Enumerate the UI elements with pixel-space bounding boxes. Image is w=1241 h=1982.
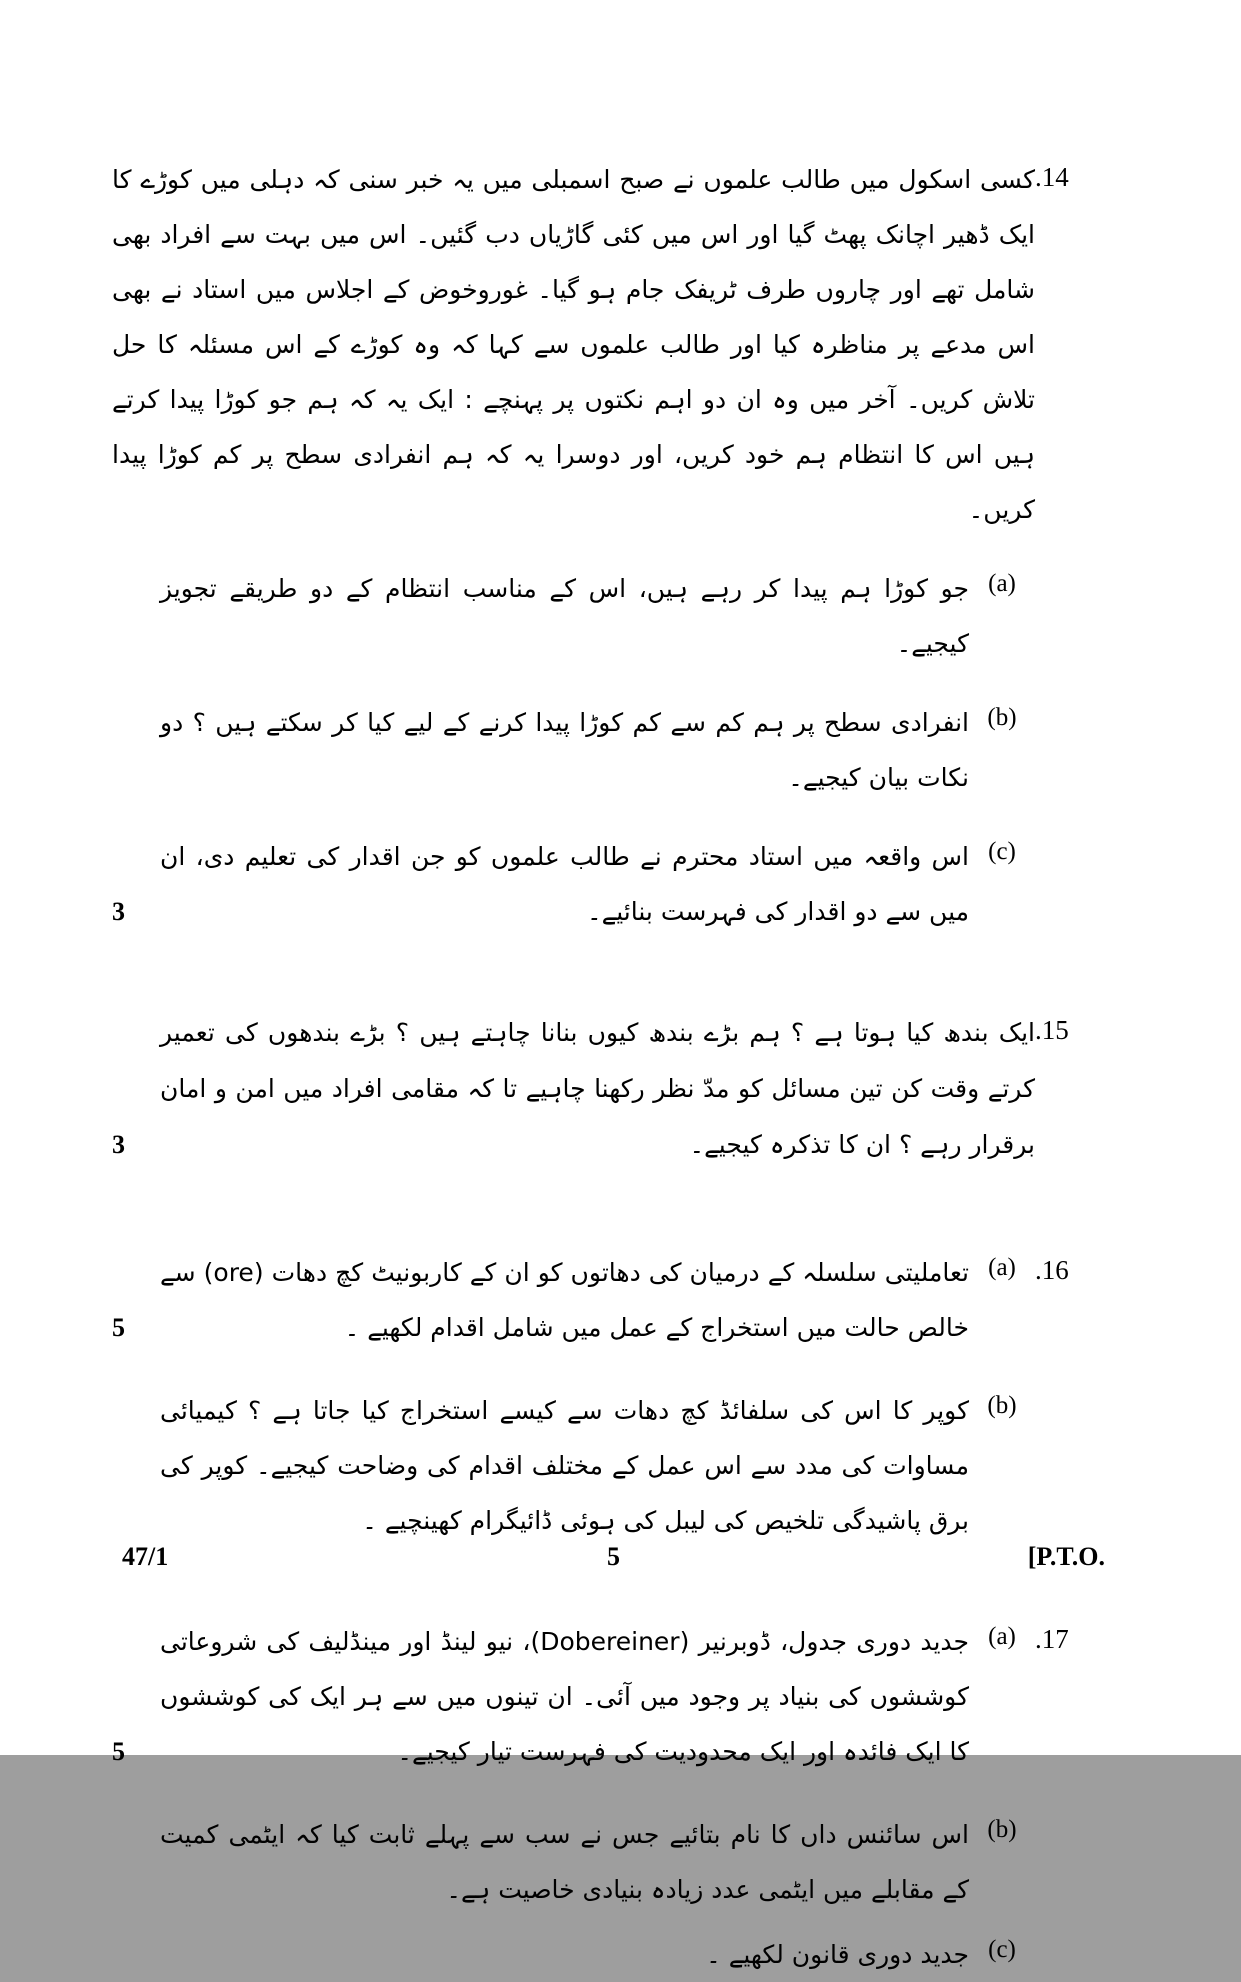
footer-paper-code: 47/1 [122, 1542, 169, 1571]
question-16-marks: 5 [112, 1313, 125, 1342]
question-16 [112, 1245, 1107, 1548]
question-14-number: 14. [1035, 162, 1069, 192]
part-a-label: (a) [988, 1623, 1016, 1650]
part-c-label: (c) [988, 1936, 1016, 1963]
question-16-part-a [112, 1245, 1035, 1355]
question-17-part-a [112, 1614, 1035, 1779]
question-15 [112, 1005, 1107, 1173]
question-14-intro: کسی اسکول میں طالب علموں نے صبح اسمبلی میں یہ خبر سنی کہ دہلی میں کوڑے کا ایک ڈھیر اچانک پھٹ گیا اور اس میں کئی گاڑیاں دب گئیں۔ اس میں بہت سے افراد بھی شامل تھے اور چاروں طرف ٹریفک جام ہو گیا۔ غوروخوض کے اجلاس میں استاد نے بھی اس مدعے پر مناظرہ کیا اور طالب علموں سے کہا کہ وہ کوڑے کے اس مسئلہ کا حل تلاش کریں۔ آخر میں وہ ان دو اہم نکتوں پر پہنچے : ایک یہ کہ ہم جو کوڑا پیدا کرتے ہیں اس کا انتظام ہم خود کریں، اور دوسرا یہ کہ ہم انفرادی سطح پر کم کوڑا پیدا کریں۔ [112, 165, 1035, 524]
question-17-marks: 5 [112, 1737, 125, 1766]
footer-pto: [P.T.O. [1027, 1542, 1105, 1571]
part-c-text: اس واقعہ میں استاد محترم نے طالب علموں کو جن اقدار کی تعلیم دی، ان میں سے دو اقدار کی فہرست بنائیے۔ [160, 842, 969, 926]
question-15-marks: 3 [112, 1130, 125, 1159]
question-16-number: 16. [1035, 1255, 1069, 1285]
part-a-text: جدید دوری جدول، ڈوبرنیر (Dobereiner)، نیو لینڈ اور مینڈلیف کی شروعاتی کوششوں کی بنیاد پر وجود میں آئی۔ ان تینوں میں سے ہر ایک کی کوششوں کا ایک فائدہ اور ایک محدودیت کی فہرست تیار کیجیے۔ [160, 1627, 969, 1766]
part-b-label: (b) [987, 704, 1017, 731]
part-b-label: (b) [987, 1392, 1017, 1419]
part-b-text: انفرادی سطح پر ہم کم سے کم کوڑا پیدا کرنے کے لیے کیا کر سکتے ہیں ؟ دو نکات بیان کیجیے۔ [160, 708, 969, 792]
part-b-text: اس سائنس داں کا نام بتائیے جس نے سب سے پہلے ثابت کیا کہ ایٹمی کمیت کے مقابلے میں ایٹمی عدد زیادہ بنیادی خاصیت ہے۔ [160, 1820, 969, 1904]
part-a-label: (a) [988, 1254, 1016, 1281]
question-17-part-b [112, 1807, 1035, 1917]
question-17 [112, 1614, 1107, 1982]
question-14-marks: 3 [112, 897, 125, 926]
part-a-text: جو کوڑا ہم پیدا کر رہے ہیں، اس کے مناسب انتظام کے دو طریقے تجویز کیجیے۔ [160, 574, 969, 658]
question-17-part-c [112, 1927, 1035, 1982]
questions-area [112, 152, 1107, 1982]
part-b-label: (b) [987, 1816, 1017, 1843]
question-14-part-c [112, 829, 1035, 939]
question-16-part-b [112, 1383, 1035, 1548]
part-c-label: (c) [988, 838, 1016, 865]
part-a-label: (a) [988, 570, 1016, 597]
question-14-part-b [112, 695, 1035, 805]
part-a-text: تعاملیتی سلسلہ کے درمیان کی دھاتوں کو ان کے کاربونیٹ کچ دھات (ore) سے خالص حالت میں استخراج کے عمل میں شامل اقدام لکھیے ۔ [160, 1258, 970, 1342]
question-15-number: 15. [1035, 1015, 1069, 1045]
question-14-part-a [112, 561, 1035, 671]
part-c-text: جدید دوری قانون لکھیے ۔ [706, 1940, 969, 1969]
question-14 [112, 152, 1107, 939]
question-17-number: 17. [1035, 1624, 1069, 1654]
question-15-text: ایک بندھ کیا ہوتا ہے ؟ ہم بڑے بندھ کیوں بنانا چاہتے ہیں ؟ بڑے بندھوں کی تعمیر کرتے وقت کن تین مسائل کو مدّ نظر رکھنا چاہیے تا کہ مقامی افراد میں امن و امان برقرار رہے ؟ ان کا تذکرہ کیجیے۔ [160, 1018, 1035, 1159]
footer-page-number: 5 [607, 1542, 620, 1571]
part-b-text: کوپر کا اس کی سلفائڈ کچ دھات سے کیسے استخراج کیا جاتا ہے ؟ کیمیائی مساوات کی مدد سے اس عمل کے مختلف اقدام کی وضاحت کیجیے۔ کوپر کی برق پاشیدگی تلخیص کی لیبل کی ہوئی ڈائیگرام کھینچیے ۔ [160, 1396, 969, 1535]
page-footer [122, 1542, 1105, 1582]
